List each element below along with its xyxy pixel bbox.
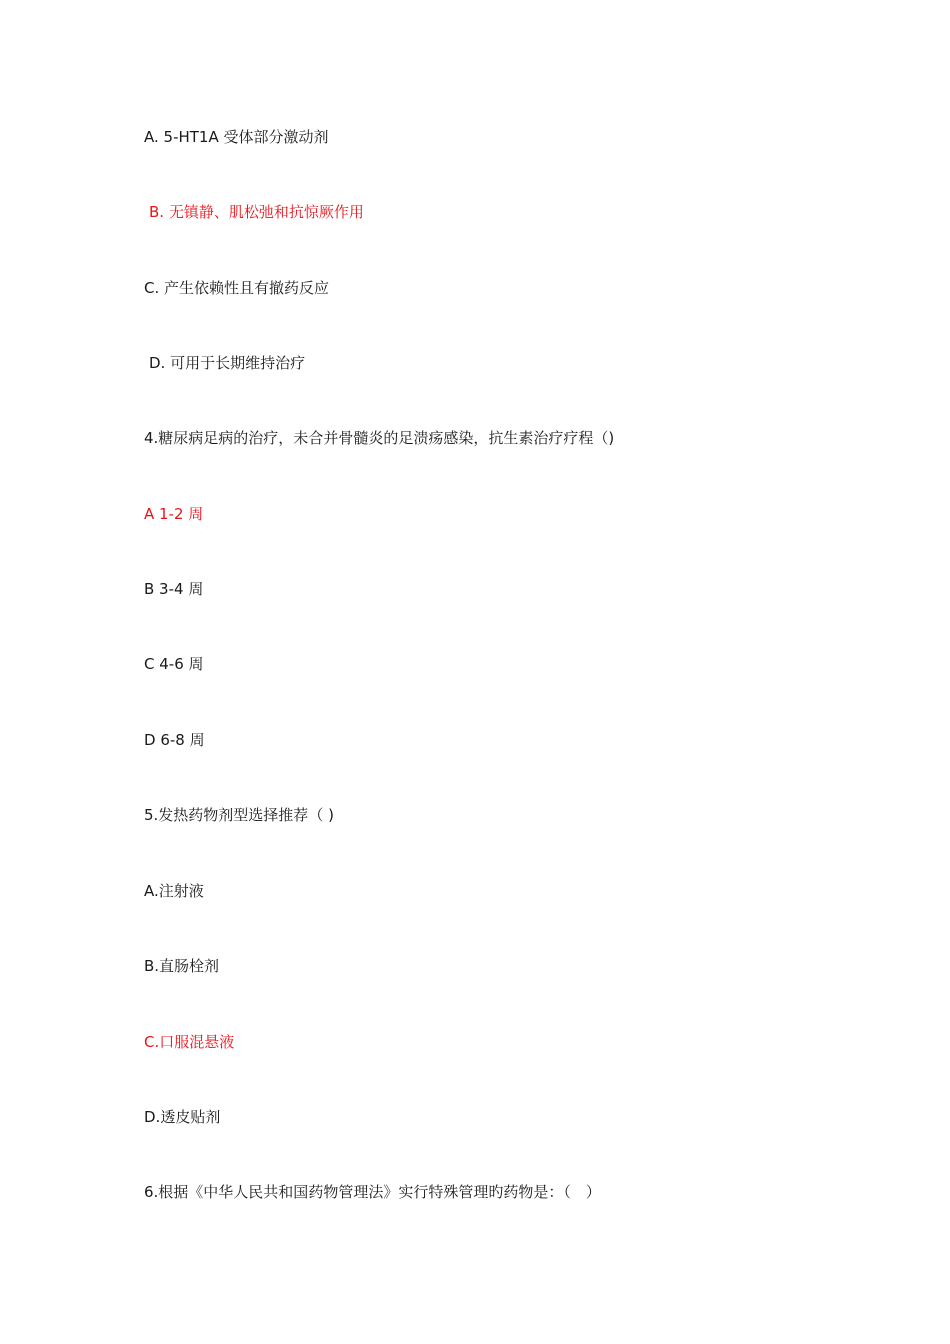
question-5: 5.发热药物剂型选择推荐（ ) (144, 806, 334, 824)
q4-option-a-answer: A 1-2 周 (144, 505, 204, 523)
question-4: 4.糖尿病足病的治疗，未合并骨髓炎的足溃疡感染，抗生素治疗疗程（) (144, 429, 615, 447)
q4-option-c: C 4-6 周 (144, 655, 204, 673)
q3-option-d: D. 可用于长期维持治疗 (149, 354, 306, 372)
q4-option-b: B 3-4 周 (144, 580, 204, 598)
q3-option-a: A. 5-HT1A 受体部分激动剂 (144, 128, 329, 146)
q5-option-a: A.注射液 (144, 882, 204, 900)
q5-option-b: B.直肠栓剂 (144, 957, 220, 975)
q5-option-d: D.透皮贴剂 (144, 1108, 221, 1126)
question-6: 6.根据《中华人民共和国药物管理法》实行特殊管理旳药物是：（ ） (144, 1183, 601, 1201)
q3-option-c: C. 产生依赖性且有撤药反应 (144, 279, 330, 297)
q5-option-c-answer: C.口服混悬液 (144, 1033, 235, 1051)
q4-option-d: D 6-8 周 (144, 731, 205, 749)
q3-option-b-answer: B. 无镇静、肌松弛和抗惊厥作用 (149, 203, 364, 221)
